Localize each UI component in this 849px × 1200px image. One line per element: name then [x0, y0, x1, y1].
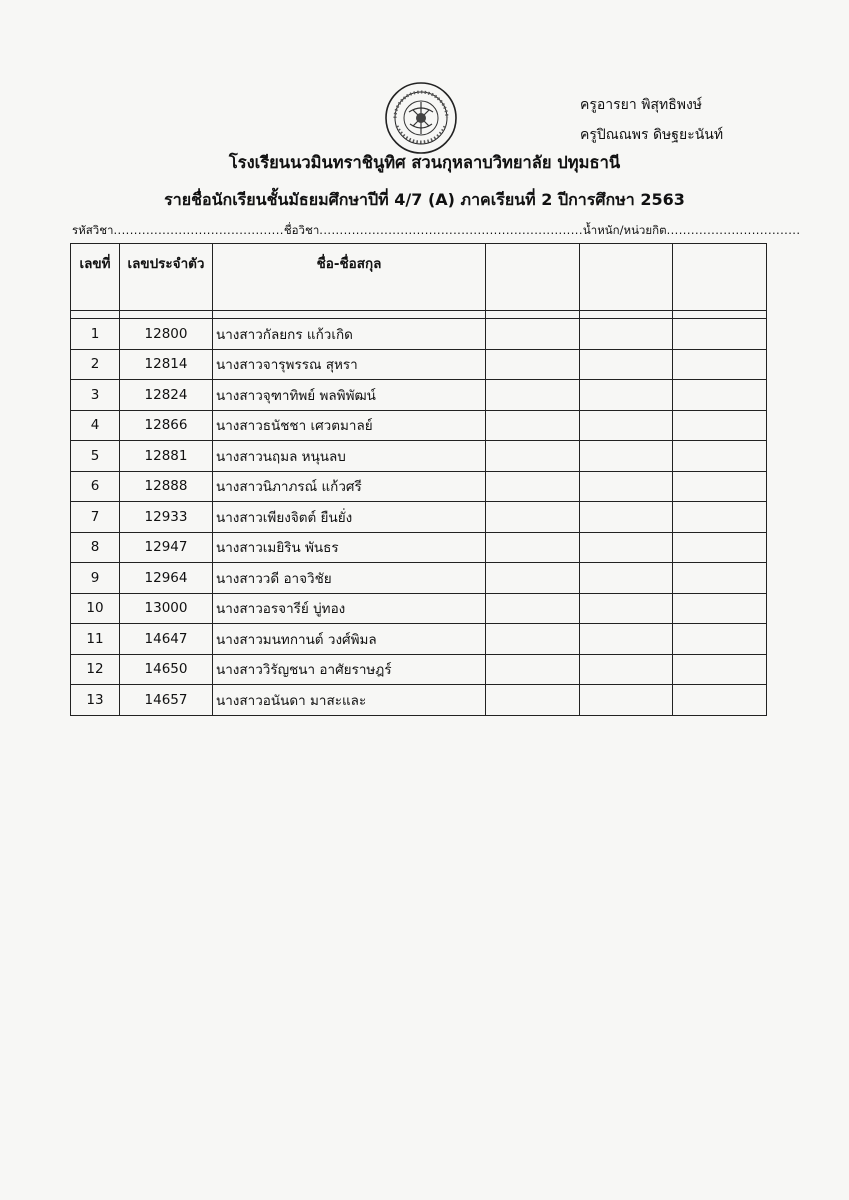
blank-cell [580, 349, 673, 380]
blank-cell [486, 685, 580, 716]
student-name: นางสาวเพียงจิตต์ ยืนยั่ง [213, 502, 486, 533]
blank-cell [673, 502, 767, 533]
student-id: 12866 [120, 410, 213, 441]
blank-cell [486, 380, 580, 411]
student-number: 12 [71, 654, 120, 685]
blank-cell [673, 563, 767, 594]
student-number: 2 [71, 349, 120, 380]
blank-cell [486, 563, 580, 594]
table-row [71, 685, 767, 716]
col-header-id: เลขประจำตัว [120, 244, 213, 311]
student-name: นางสาวมนทกานต์ วงศ์พิมล [213, 624, 486, 655]
student-number: 8 [71, 532, 120, 563]
table-row [71, 502, 767, 533]
table-row [71, 624, 767, 655]
student-number: 7 [71, 502, 120, 533]
student-name: นางสาวเมยิริน พันธร [213, 532, 486, 563]
teacher-name-2: ครูปิณณพร ดิษฐยะนันท์ [580, 127, 724, 143]
col-header-blank-1 [486, 244, 580, 311]
student-id: 14647 [120, 624, 213, 655]
table-row [71, 441, 767, 472]
blank-cell [580, 685, 673, 716]
class-title: รายชื่อนักเรียนชั้นมัธยมศึกษาปีที่ 4/7 (A) ภาคเรียนที่ 2 ปีการศึกษา 2563 [164, 190, 685, 209]
blank-cell [580, 471, 673, 502]
student-id: 12814 [120, 349, 213, 380]
student-number: 3 [71, 380, 120, 411]
table-row [71, 380, 767, 411]
student-id: 12964 [120, 563, 213, 594]
student-number: 5 [71, 441, 120, 472]
student-name: นางสาวธนัชชา เศวตมาลย์ [213, 410, 486, 441]
student-id: 14650 [120, 654, 213, 685]
blank-cell [486, 319, 580, 350]
student-number: 9 [71, 563, 120, 594]
student-id: 12888 [120, 471, 213, 502]
student-name: นางสาววดี อาจวิชัย [213, 563, 486, 594]
table-row [71, 319, 767, 350]
col-header-name: ชื่อ-ชื่อสกุล [213, 244, 486, 311]
blank-cell [673, 410, 767, 441]
student-number: 6 [71, 471, 120, 502]
blank-cell [673, 441, 767, 472]
blank-cell [486, 593, 580, 624]
blank-cell [673, 685, 767, 716]
blank-cell [673, 349, 767, 380]
blank-cell [673, 380, 767, 411]
table-row [71, 532, 767, 563]
teacher-names [580, 90, 723, 150]
student-number: 11 [71, 624, 120, 655]
student-id: 12824 [120, 380, 213, 411]
blank-cell [673, 319, 767, 350]
student-name: นางสาวอรจารีย์ บู่ทอง [213, 593, 486, 624]
credit-label: น้ำหนัก/หน่วยกิต [582, 223, 667, 237]
blank-cell [486, 654, 580, 685]
student-number: 13 [71, 685, 120, 716]
student-number: 10 [71, 593, 120, 624]
table-header-row [71, 244, 767, 311]
blank-cell [673, 471, 767, 502]
blank-cell [486, 410, 580, 441]
blank-cell [486, 349, 580, 380]
spacer-row [71, 311, 767, 319]
blank-cell [580, 319, 673, 350]
table-row [71, 349, 767, 380]
student-id: 13000 [120, 593, 213, 624]
student-name: นางสาวนฤมล หนุนลบ [213, 441, 486, 472]
blank-cell [580, 380, 673, 411]
student-id: 14657 [120, 685, 213, 716]
school-seal-icon [383, 80, 459, 156]
table-row [71, 410, 767, 441]
subject-code-label: รหัสวิชา [72, 223, 114, 237]
student-number: 4 [71, 410, 120, 441]
table-row [71, 563, 767, 594]
blank-cell [673, 624, 767, 655]
blank-cell [580, 654, 673, 685]
blank-cell [580, 624, 673, 655]
blank-cell [673, 593, 767, 624]
student-name: นางสาวอนันดา มาสะและ [213, 685, 486, 716]
blank-cell [673, 532, 767, 563]
blank-cell [486, 532, 580, 563]
school-name: โรงเรียนนวมินทราชินูทิศ สวนกุหลาบวิทยาลัย ปทุมธานี [228, 153, 621, 172]
blank-cell [580, 532, 673, 563]
student-name: นางสาวกัลยกร แก้วเกิด [213, 319, 486, 350]
student-name: นางสาวจารุพรรณ สุหรา [213, 349, 486, 380]
student-number: 1 [71, 319, 120, 350]
student-roster-table [70, 243, 767, 716]
table-row [71, 593, 767, 624]
blank-cell [580, 502, 673, 533]
blank-cell [580, 441, 673, 472]
col-header-blank-3 [673, 244, 767, 311]
blank-cell [486, 624, 580, 655]
student-id: 12933 [120, 502, 213, 533]
student-name: นางสาวจุฑาทิพย์ พลพิพัฒน์ [213, 380, 486, 411]
blank-cell [673, 654, 767, 685]
student-name: นางสาวนิภาภรณ์ แก้วศรี [213, 471, 486, 502]
subject-name-label: ชื่อวิชา [283, 223, 320, 237]
table-row [71, 654, 767, 685]
blank-cell [486, 441, 580, 472]
blank-cell [580, 563, 673, 594]
student-id: 12881 [120, 441, 213, 472]
student-name: นางสาววิรัญชนา อาศัยราษฎร์ [213, 654, 486, 685]
student-id: 12800 [120, 319, 213, 350]
student-id: 12947 [120, 532, 213, 563]
table-row [71, 471, 767, 502]
blank-cell [580, 410, 673, 441]
blank-cell [486, 502, 580, 533]
col-header-no: เลขที่ [71, 244, 120, 311]
col-header-blank-2 [580, 244, 673, 311]
teacher-name-1: ครูอารยา พิสุทธิพงษ์ [580, 97, 703, 113]
blank-cell [486, 471, 580, 502]
blank-cell [580, 593, 673, 624]
subject-fields: รหัสวิชา..........................................ชื่อวิชา.................................................................น้ำหนัก/หน่วยกิต................................. [72, 223, 801, 237]
